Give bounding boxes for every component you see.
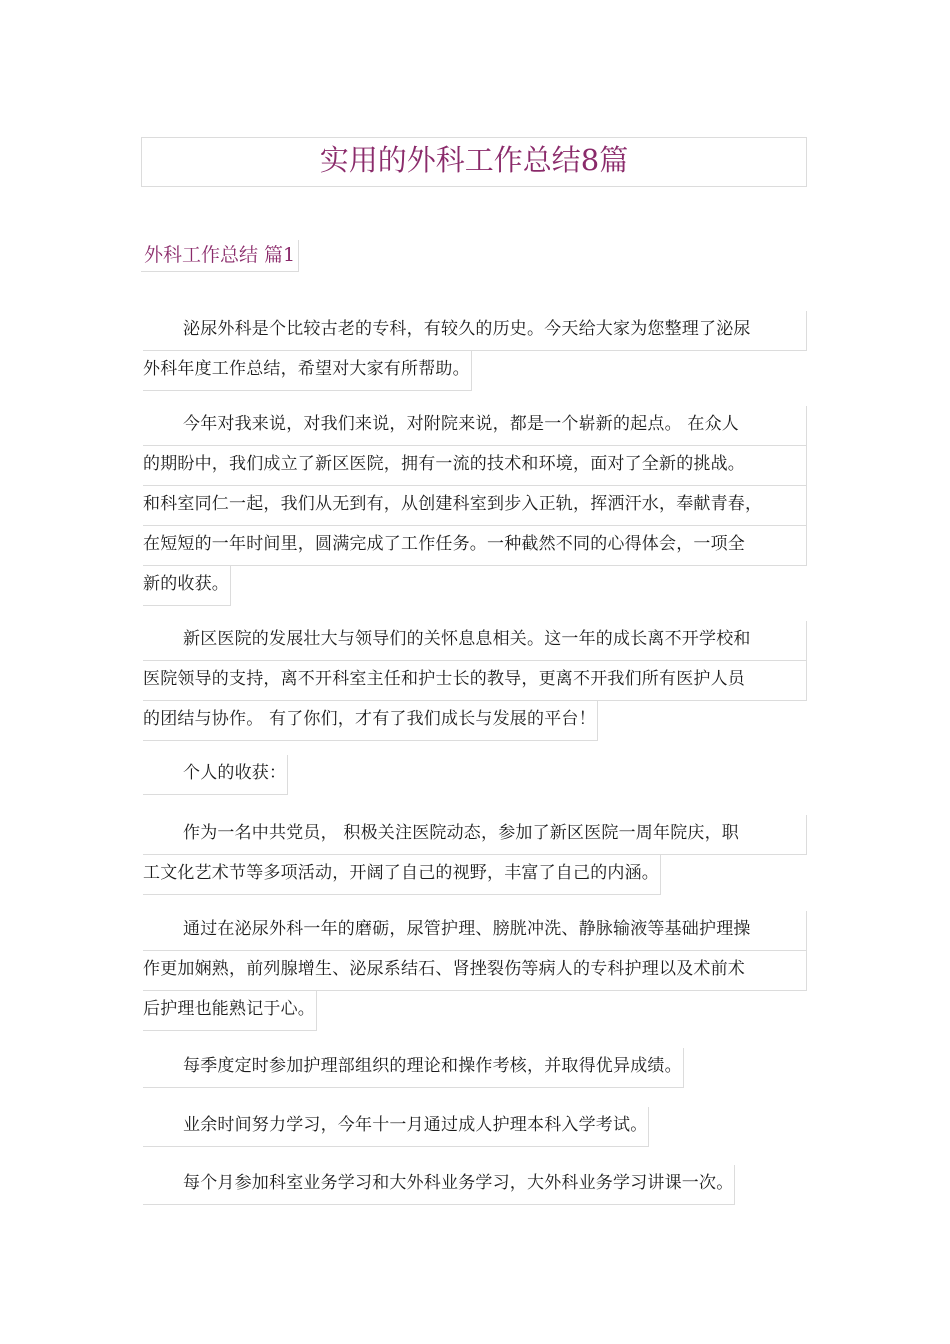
section-heading: 外科工作总结 篇1 bbox=[141, 240, 299, 272]
text-line: 新区医院的发展壮大与领导们的关怀息息相关。这一年的成长离不开学校和 bbox=[143, 619, 807, 659]
text-line: 个人的收获： bbox=[143, 753, 807, 793]
text-line: 和科室同仁一起，我们从无到有，从创建科室到步入正轨，挥洒汗水，奉献青春， bbox=[143, 484, 807, 524]
text-line: 作更加娴熟，前列腺增生、泌尿系结石、肾挫裂伤等病人的专科护理以及术前术 bbox=[143, 949, 807, 989]
text-line: 每季度定时参加护理部组织的理论和操作考核，并取得优异成绩。 bbox=[143, 1046, 807, 1086]
paragraph bbox=[143, 813, 807, 893]
text-line: 新的收获。 bbox=[143, 564, 807, 604]
text-line: 今年对我来说，对我们来说，对附院来说，都是一个崭新的起点。 在众人 bbox=[143, 404, 807, 444]
paragraph bbox=[143, 619, 807, 739]
text-line: 后护理也能熟记于心。 bbox=[143, 989, 807, 1029]
text-line: 医院领导的支持，离不开科室主任和护士长的教导，更离不开我们所有医护人员 bbox=[143, 659, 807, 699]
text-line: 的团结与协作。 有了你们，才有了我们成长与发展的平台！ bbox=[143, 699, 807, 739]
text-line: 每个月参加科室业务学习和大外科业务学习，大外科业务学习讲课一次。 bbox=[143, 1163, 807, 1203]
page-title: 实用的外科工作总结8篇 bbox=[141, 137, 807, 187]
text-line: 泌尿外科是个比较古老的专科，有较久的历史。今天给大家为您整理了泌尿 bbox=[143, 309, 807, 349]
text-line: 的期盼中，我们成立了新区医院，拥有一流的技术和环境，面对了全新的挑战。 bbox=[143, 444, 807, 484]
text-line: 业余时间努力学习，今年十一月通过成人护理本科入学考试。 bbox=[143, 1105, 807, 1145]
text-line: 在短短的一年时间里，圆满完成了工作任务。一种截然不同的心得体会，一项全 bbox=[143, 524, 807, 564]
paragraph bbox=[143, 909, 807, 1029]
paragraph bbox=[143, 1105, 807, 1145]
text-line: 外科年度工作总结，希望对大家有所帮助。 bbox=[143, 349, 807, 389]
paragraph bbox=[143, 1046, 807, 1086]
paragraph bbox=[143, 404, 807, 604]
paragraph bbox=[143, 1163, 807, 1203]
paragraph bbox=[143, 309, 807, 389]
text-line: 工文化艺术节等多项活动，开阔了自己的视野，丰富了自己的内涵。 bbox=[143, 853, 807, 893]
text-line: 通过在泌尿外科一年的磨砺，尿管护理、膀胱冲洗、静脉输液等基础护理操 bbox=[143, 909, 807, 949]
paragraph bbox=[143, 753, 807, 793]
text-line: 作为一名中共党员， 积极关注医院动态，参加了新区医院一周年院庆，职 bbox=[143, 813, 807, 853]
